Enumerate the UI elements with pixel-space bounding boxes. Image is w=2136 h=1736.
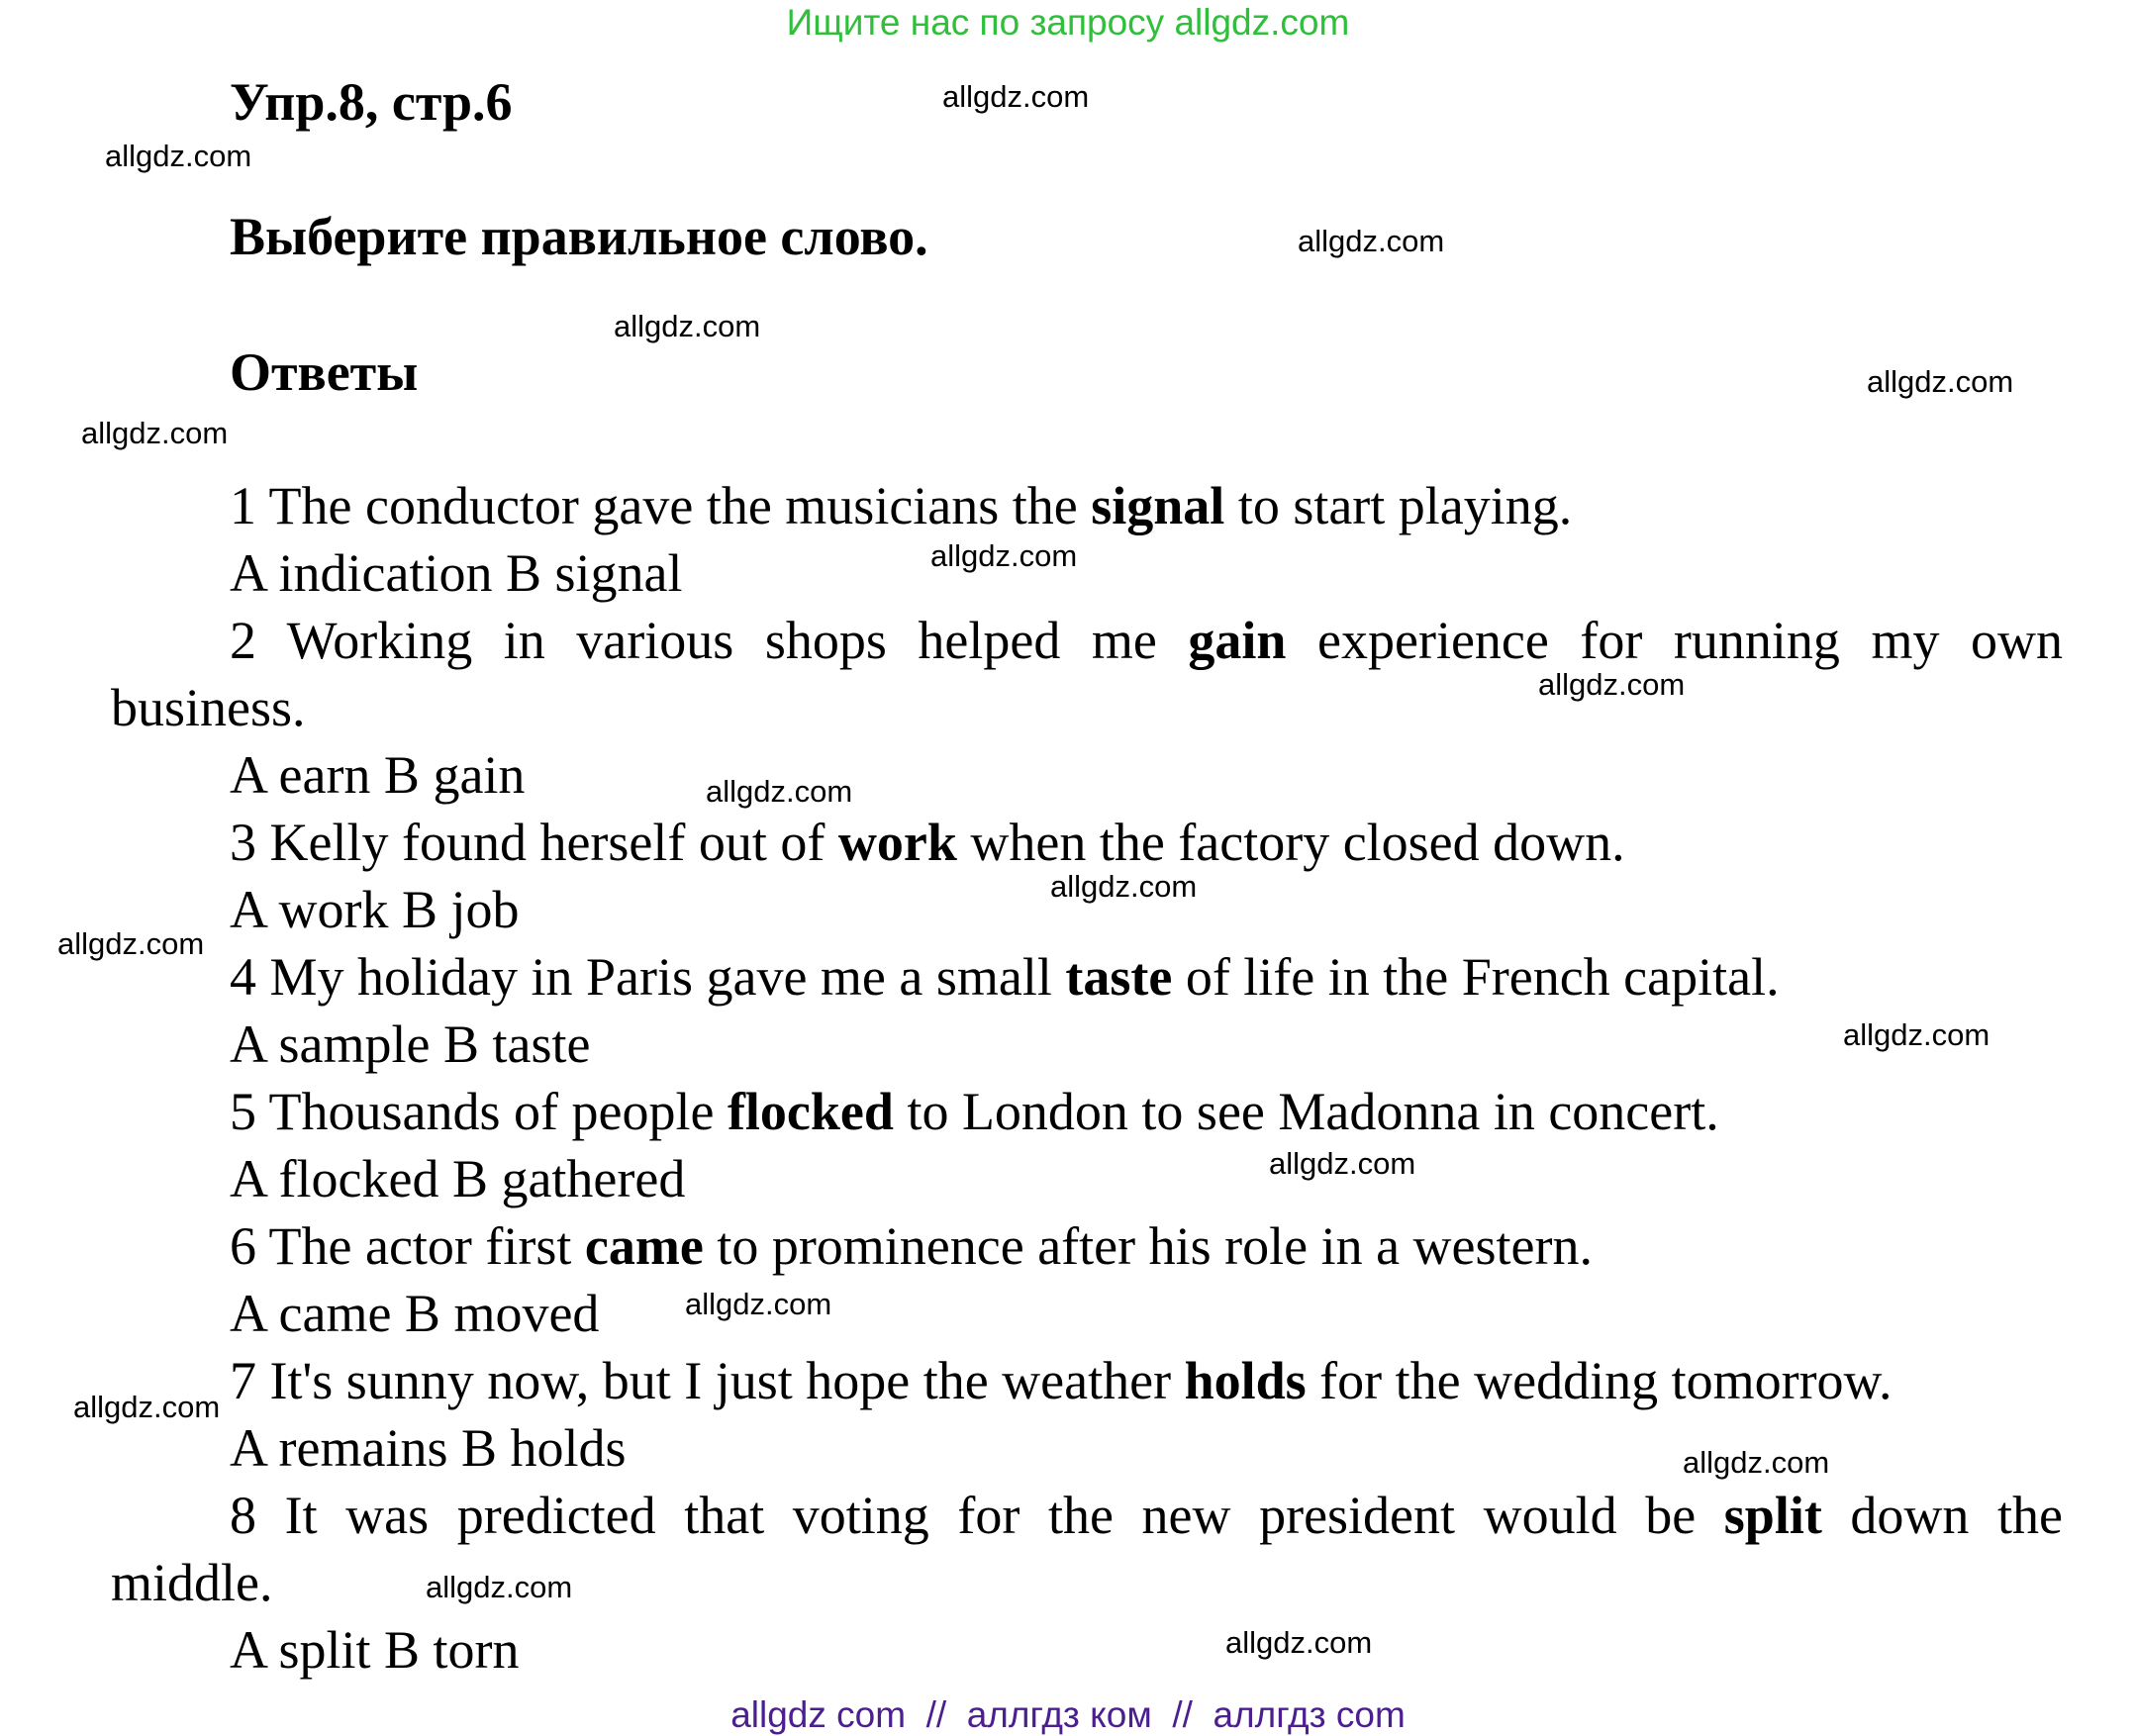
answer-word-5: flocked <box>727 1082 894 1141</box>
watermark: allgdz.com <box>426 1570 573 1604</box>
question-2: 2 Working in various shops helped me gain experience for running my own <box>230 611 2063 670</box>
answer-word-1: signal <box>1091 476 1225 535</box>
answer-word-3: work <box>837 813 957 872</box>
options-5: A flocked B gathered <box>230 1149 686 1208</box>
question-6: 6 The actor first came to prominence after his role in a western. <box>230 1216 1593 1276</box>
watermark: allgdz.com <box>706 774 853 809</box>
question-7: 7 It's sunny now, but I just hope the weather holds for the wedding tomorrow. <box>230 1351 1893 1410</box>
page-title: Упр.8, стр.6 <box>230 72 513 132</box>
watermark: allgdz.com <box>73 1390 221 1424</box>
question-8: 8 It was predicted that voting for the new president would be split down the <box>230 1486 2063 1545</box>
question-3: 3 Kelly found herself out of work when the factory closed down. <box>230 813 1625 872</box>
options-3: A work B job <box>230 880 520 939</box>
answer-word-2: gain <box>1188 611 1287 670</box>
answer-word-4: taste <box>1065 947 1173 1007</box>
options-6: A came B moved <box>230 1284 600 1343</box>
watermark: allgdz.com <box>1538 667 1686 702</box>
watermark: allgdz.com <box>614 309 761 343</box>
answers-heading: Ответы <box>230 342 419 402</box>
options-2: A earn B gain <box>230 745 526 805</box>
answer-word-6: came <box>584 1216 704 1276</box>
question-5: 5 Thousands of people flocked to London to see Madonna in concert. <box>230 1082 1719 1141</box>
watermark: allgdz.com <box>81 416 229 450</box>
watermark: allgdz.com <box>1050 869 1198 904</box>
answer-word-8: split <box>1723 1486 1822 1545</box>
question-8-continuation: middle. <box>111 1553 273 1612</box>
question-1: 1 The conductor gave the musicians the signal to start playing. <box>230 476 1573 535</box>
options-7: A remains B holds <box>230 1418 627 1478</box>
watermark: allgdz.com <box>1225 1625 1373 1660</box>
watermark: allgdz.com <box>942 79 1090 114</box>
watermark: allgdz.com <box>685 1287 832 1321</box>
options-1: A indication B signal <box>230 543 683 603</box>
watermark: allgdz.com <box>1867 364 2014 399</box>
instruction-heading: Выберите правильное слово. <box>230 207 928 266</box>
watermark: allgdz.com <box>930 538 1078 573</box>
watermark: allgdz.com <box>105 139 252 173</box>
top-banner[interactable]: Ищите нас по запросу allgdz.com <box>786 2 1350 43</box>
watermark: allgdz.com <box>1269 1146 1416 1181</box>
bottom-banner[interactable]: allgdz com // аллгдз ком // аллгдз com <box>730 1694 1406 1735</box>
watermark: allgdz.com <box>1298 224 1445 258</box>
answer-word-7: holds <box>1184 1351 1307 1410</box>
options-4: A sample B taste <box>230 1014 591 1074</box>
watermark: allgdz.com <box>57 926 205 961</box>
options-8: A split B torn <box>230 1620 520 1680</box>
watermark: allgdz.com <box>1843 1017 1990 1052</box>
question-2-continuation: business. <box>111 678 306 737</box>
question-4: 4 My holiday in Paris gave me a small taste of life in the French capital. <box>230 947 1780 1007</box>
watermark: allgdz.com <box>1683 1445 1830 1480</box>
